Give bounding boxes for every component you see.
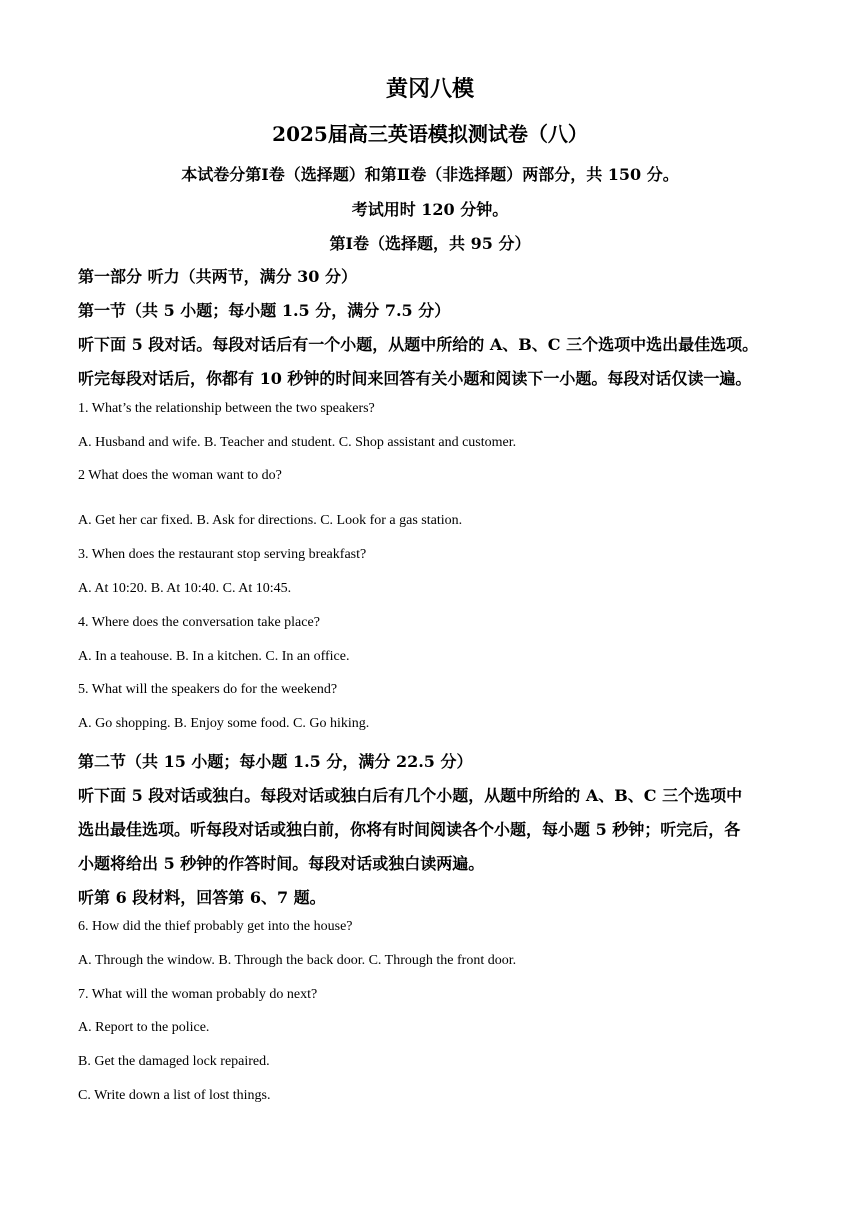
question-6: 6. How did the thief probably get into the house? (78, 919, 353, 934)
exam-series-title: 黄冈八模 (385, 76, 474, 102)
exam-title: 2025届高三英语模拟测试卷（八） (272, 122, 588, 146)
question-1-options: A. Husband and wife. B. Teacher and student. C. Shop assistant and customer. (78, 435, 517, 450)
question-7-option-c: C. Write down a list of lost things. (78, 1088, 271, 1103)
question-7-option-b: B. Get the damaged lock repaired. (78, 1054, 270, 1069)
section-1-instruction-line-2: 听完每段对话后，你都有 10 秒钟的时间来回答有关小题和阅读下一小题。每段对话仅读一遍。 (78, 369, 752, 388)
question-6-options: A. Through the window. B. Through the back door. C. Through the front door. (78, 953, 517, 968)
section-2-instruction-line-1: 听下面 5 段对话或独白。每段对话或独白后有几个小题，从题中所给的 A、B、C 三个选项中 (78, 786, 743, 805)
question-7-option-a: A. Report to the police. (78, 1020, 210, 1035)
question-5-options: A. Go shopping. B. Enjoy some food. C. Go hiking. (78, 716, 370, 731)
question-3-options: A. At 10:20. B. At 10:40. C. At 10:45. (78, 581, 292, 596)
question-2-options: A. Get her car fixed. B. Ask for directions. C. Look for a gas station. (78, 513, 463, 528)
section-2-instruction-line-3: 小题将给出 5 秒钟的作答时间。每段对话或独白读两遍。 (78, 854, 485, 873)
question-3: 3. When does the restaurant stop serving breakfast? (78, 547, 367, 562)
section-1-heading: 第一节（共 5 小题；每小题 1.5 分，满分 7.5 分） (78, 301, 451, 320)
volume-1-heading: 第Ⅰ卷（选择题，共 95 分） (329, 234, 531, 253)
section-1-instruction-line-1: 听下面 5 段对话。每段对话后有一个小题，从题中所给的 A、B、C 三个选项中选出最佳选项。 (78, 335, 759, 354)
question-7: 7. What will the woman probably do next? (78, 987, 318, 1002)
exam-intro-line-2: 考试用时 120 分钟。 (351, 200, 509, 219)
question-5: 5. What will the speakers do for the weekend? (78, 682, 338, 697)
question-2: 2 What does the woman want to do? (78, 468, 282, 483)
part-1-heading: 第一部分 听力（共两节，满分 30 分） (78, 267, 357, 286)
section-2-heading: 第二节（共 15 小题；每小题 1.5 分，满分 22.5 分） (78, 752, 473, 771)
question-4: 4. Where does the conversation take place? (78, 615, 320, 630)
exam-intro-line-1: 本试卷分第Ⅰ卷（选择题）和第Ⅱ卷（非选择题）两部分，共 150 分。 (181, 165, 679, 184)
material-6-heading: 听第 6 段材料，回答第 6、7 题。 (78, 888, 326, 907)
question-1: 1. What’s the relationship between the two speakers? (78, 401, 375, 416)
question-4-options: A. In a teahouse. B. In a kitchen. C. In an office. (78, 649, 350, 664)
section-2-instruction-line-2: 选出最佳选项。听每段对话或独白前，你将有时间阅读各个小题，每小题 5 秒钟；听完后，各 (78, 820, 741, 839)
